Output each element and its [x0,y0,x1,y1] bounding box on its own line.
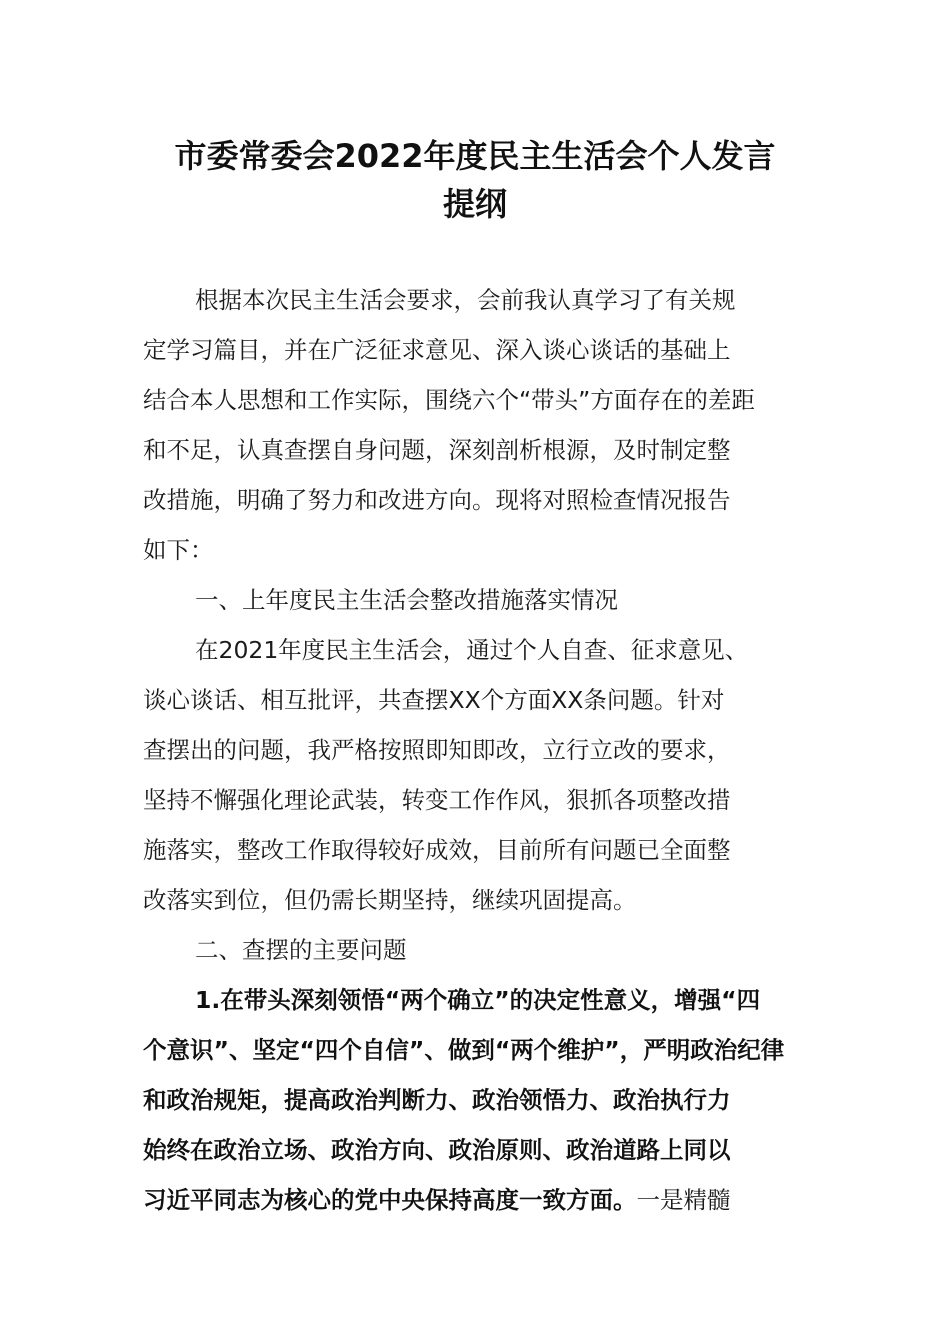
bold-paragraph-line: 和政治规矩，提高政治判断力、政治领悟力、政治执行力 [143,1086,731,1114]
bold-paragraph-line: 1.在带头深刻领悟“两个确立”的决定性意义，增强“四 [195,986,761,1014]
section-heading: 一、上年度民主生活会整改措施落实情况 [195,586,618,614]
paragraph-line: 在2021年度民主生活会，通过个人自查、征求意见、 [195,636,749,664]
paragraph-line: 施落实，整改工作取得较好成效，目前所有问题已全面整 [143,836,731,864]
paragraph-line: 定学习篇目，并在广泛征求意见、深入谈心谈话的基础上 [143,336,731,364]
paragraph-line: 根据本次民主生活会要求，会前我认真学习了有关规 [195,286,736,314]
paragraph-line: 和不足，认真查摆自身问题，深刻剖析根源，及时制定整 [143,436,731,464]
document-body [143,275,813,1225]
paragraph-line: 如下： [143,536,214,564]
bold-paragraph-line: 个意识”、坚定“四个自信”、做到“两个维护”，严明政治纪律 [143,1036,785,1064]
paragraph-line: 改落实到位，但仍需长期坚持，继续巩固提高。 [143,886,637,914]
paragraph-line: 改措施，明确了努力和改进方向。现将对照检查情况报告 [143,486,731,514]
paragraph-line: 查摆出的问题，我严格按照即知即改，立行立改的要求， [143,736,731,764]
document-title-line-1: 市委常委会2022年度民主生活会个人发言 [174,137,776,175]
paragraph-line: 结合本人思想和工作实际，围绕六个“带头”方面存在的差距 [143,386,755,414]
paragraph-line: 坚持不懈强化理论武装，转变工作作风，狠抓各项整改措 [143,786,731,814]
bold-paragraph-line: 始终在政治立场、政治方向、政治原则、政治道路上同以 [143,1136,731,1164]
section-heading: 二、查摆的主要问题 [195,936,407,964]
normal-text: 一是精髓 [636,1186,731,1214]
paragraph-line [143,1175,813,1225]
paragraph-line: 谈心谈话、相互批评，共查摆XX个方面XX条问题。针对 [143,686,725,714]
document-title-line-2: 提纲 [442,185,507,223]
bold-text: 习近平同志为核心的党中央保持高度一致方面。 [143,1186,637,1214]
